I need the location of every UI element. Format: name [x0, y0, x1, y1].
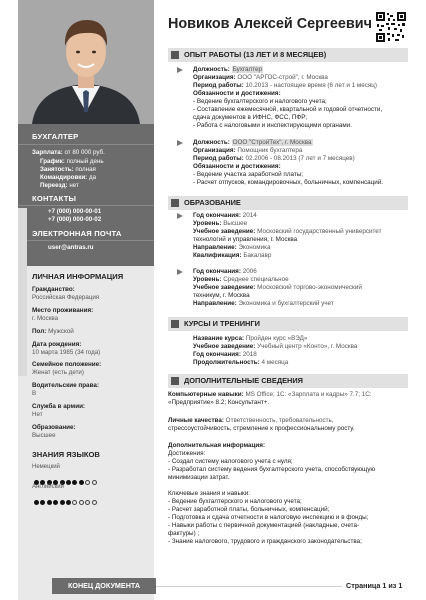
- sidebar: [18, 0, 154, 600]
- edu-1-year: Год окончания: 2014: [193, 212, 257, 219]
- employment-line: Занятость: полная: [40, 166, 96, 173]
- additional-info-line: - Ведение бухгалтерского и налогового учета;: [168, 498, 302, 505]
- level-dot-filled: [47, 500, 52, 505]
- qr-code-icon: [376, 12, 406, 42]
- gender-line: Пол: Мужской: [32, 328, 74, 335]
- citizenship-label: Гражданство:: [32, 286, 75, 293]
- job-1-duty: - Ведение бухгалтерского и налогового учета;: [193, 98, 327, 105]
- courses-section-header: КУРСЫ И ТРЕНИНГИ: [168, 317, 408, 331]
- page-footer: [0, 578, 426, 600]
- level-dot-filled: [72, 480, 77, 485]
- additional-info-line: Достижения:: [168, 450, 206, 457]
- additional-info-line: фактуры) ;: [168, 530, 200, 537]
- additional-info-line: - Разработал систему ведения бухгалтерского учета, способствующую: [168, 466, 376, 473]
- job-2-duty: - Расчет отпусков, командировочных, больничных, компенсаций.: [193, 179, 384, 186]
- license-label: Водительские права:: [32, 382, 99, 389]
- additional-info-line: - Знание налогового, трудового и гражданского законодательства;: [168, 538, 362, 545]
- level-dot-filled: [40, 500, 45, 505]
- edu-1-direction: Направление: Экономика: [193, 244, 271, 251]
- additional-info-line: - Расчет заработной платы, больничных, компенсаций;: [168, 506, 330, 513]
- level-dot-filled: [60, 500, 65, 505]
- job-1-duty: - Работа с налоговыми и инспектирующими органами.: [193, 122, 353, 129]
- level-dot-filled: [34, 500, 39, 505]
- additional-info-line: минимизации затрат.: [168, 474, 230, 481]
- footer-divider: [156, 586, 342, 587]
- job-1-position: Должность: Бухгалтер: [193, 66, 263, 73]
- course-year: Год окончания: 2018: [193, 351, 257, 358]
- edu-1-marker: [177, 213, 183, 219]
- job-1-org: Организация: ООО "АРГОС-строй", г. Москва: [193, 74, 328, 81]
- level-dot-filled: [79, 480, 84, 485]
- edu-2-level: Уровень: Среднее специальное: [193, 276, 289, 283]
- page-number: Страница 1 из 1: [346, 581, 403, 590]
- job-1-marker: [177, 67, 183, 73]
- army-value: Нет: [32, 411, 43, 418]
- languages-heading: ЗНАНИЯ ЯЗЫКОВ: [32, 450, 100, 459]
- salary-line: Зарплата: от 80 000 руб.: [32, 149, 105, 156]
- contacts-heading: КОНТАКТЫ: [32, 194, 77, 203]
- level-dot-empty: [85, 500, 90, 505]
- additional-info-label: Дополнительная информация:: [168, 442, 266, 449]
- education-level-label: Образование:: [32, 424, 76, 431]
- job-2-marker: [177, 140, 183, 146]
- experience-section-header: ОПЫТ РАБОТЫ (13 ЛЕТ И 8 МЕСЯЦЕВ): [168, 48, 408, 62]
- education-section-header: ОБРАЗОВАНИЕ: [168, 196, 408, 210]
- job-2-org: Организация: Помощник бухгалтера: [193, 147, 303, 154]
- level-dot-filled: [66, 500, 71, 505]
- citizenship-value: Российская Федерация: [32, 294, 100, 301]
- course-name: Название курса: Пройден курс «ВЭД»: [193, 335, 308, 342]
- additional-info-line: - Подготовка и сдача отчетности в налоговую инспекцию и в фонды;: [168, 514, 369, 521]
- course-duration: Продолжительность: 4 месяца: [193, 359, 289, 366]
- level-dot-empty: [85, 480, 90, 485]
- profile-photo: [18, 0, 154, 124]
- birthdate-label: Дата рождения:: [32, 341, 82, 348]
- email-link[interactable]: user@antras.ru: [48, 244, 94, 251]
- edu-2-direction: Направление: Экономика и бухгалтерский учет: [193, 300, 334, 307]
- edu-2-year: Год окончания: 2006: [193, 268, 257, 275]
- level-dot-filled: [66, 480, 71, 485]
- sidebar-accent-bar: [18, 208, 27, 376]
- marital-value: Женат (есть дети): [32, 369, 84, 376]
- job-2-position: Должность: ООО "СтройТех", г. Москва: [193, 139, 312, 146]
- education-level-value: Высшее: [32, 432, 56, 439]
- course-institution: Учебное заведение: Учебный центр «Конто», г. Москва: [193, 343, 358, 350]
- computer-skills: Компьютерные навыки: MS Office; 1С: «Зарплата и кадры» 7.7; 1С:: [168, 391, 372, 398]
- edu-1-institution-cont: технологий и управления, г. Москва: [193, 236, 298, 243]
- job-1-period: Период работы: 10.2013 - настоящее время (6 лет и 1 месяц): [193, 82, 377, 89]
- job-2-period: Период работы: 02.2006 - 08.2013 (7 лет и 7 месяцев): [193, 155, 355, 162]
- summary-block: [18, 124, 154, 266]
- position-title: БУХГАЛТЕР: [32, 132, 79, 141]
- language-name-german: Немецкий: [32, 464, 60, 470]
- job-1-duty: - Составление ежемесячной, квартальной и годовой отчетности,: [193, 106, 383, 113]
- license-value: B: [32, 390, 37, 397]
- relocation-line: Переезд: нет: [40, 182, 79, 189]
- additional-info-line: Ключевые знания и навыки:: [168, 490, 250, 497]
- language-name-english: Английский: [32, 484, 64, 490]
- edu-2-marker: [177, 269, 183, 275]
- edu-2-institution: Учебное заведение: Московский торгово-экономический: [193, 284, 362, 291]
- job-1-duty: сдача документов в ИФНС, ФСС, ПФР;: [193, 114, 308, 121]
- additional-info-line: - Навыки работы с первичной документацией (накладные, счета-: [168, 522, 360, 529]
- end-of-document-label: КОНЕЦ ДОКУМЕНТА: [52, 578, 156, 594]
- job-2-duties-label: Обязанности и достижения:: [193, 163, 281, 170]
- job-1-duties-label: Обязанности и достижения:: [193, 90, 281, 97]
- additional-section-header: ДОПОЛНИТЕЛЬНЫЕ СВЕДЕНИЯ: [168, 374, 408, 388]
- email-heading: ЭЛЕКТРОННАЯ ПОЧТА: [32, 229, 122, 238]
- travel-line: Командировки: да: [40, 174, 97, 181]
- edu-2-institution-cont: техникум, г. Москва: [193, 292, 250, 299]
- army-label: Служба в армии:: [32, 403, 86, 410]
- phone-2[interactable]: +7 (000) 000-00-02: [48, 216, 102, 223]
- marital-label: Семейное положение:: [32, 361, 102, 368]
- job-2-duty: - Ведение участка заработной платы;: [193, 171, 304, 178]
- edu-1-institution: Учебное заведение: Московский государственный университет: [193, 228, 382, 235]
- level-dot-filled: [53, 500, 58, 505]
- edu-1-qualification: Квалификация: Бакалавр: [193, 252, 272, 259]
- language-level-german: [34, 472, 98, 478]
- birthdate-value: 10 марта 1985 (34 года): [32, 349, 101, 356]
- phone-1[interactable]: +7 (000) 000-00-01: [48, 208, 102, 215]
- computer-skills-cont: «Предприятие» 8.2; Консультант+.: [168, 399, 270, 406]
- personal-qualities: Личные качества: Ответственность, требовательность,: [168, 417, 334, 424]
- language-level-english: [34, 492, 98, 498]
- additional-info-line: - Создал систему налогового учета с нуля;: [168, 458, 293, 465]
- level-dot-empty: [72, 500, 77, 505]
- edu-1-level: Уровень: Высшее: [193, 220, 248, 227]
- level-dot-empty: [79, 500, 84, 505]
- candidate-name: Новиков Алексей Сергеевич: [168, 16, 372, 32]
- personal-qualities-cont: стрессоустойчивость, стремление к профессиональному росту.: [168, 425, 355, 432]
- residence-value: г. Москва: [32, 315, 59, 322]
- level-dot-empty: [92, 500, 97, 505]
- personal-info-heading: ЛИЧНАЯ ИНФОРМАЦИЯ: [32, 272, 124, 281]
- level-dot-empty: [92, 480, 97, 485]
- residence-label: Место проживания:: [32, 307, 94, 314]
- schedule-line: График: полный день: [40, 158, 104, 165]
